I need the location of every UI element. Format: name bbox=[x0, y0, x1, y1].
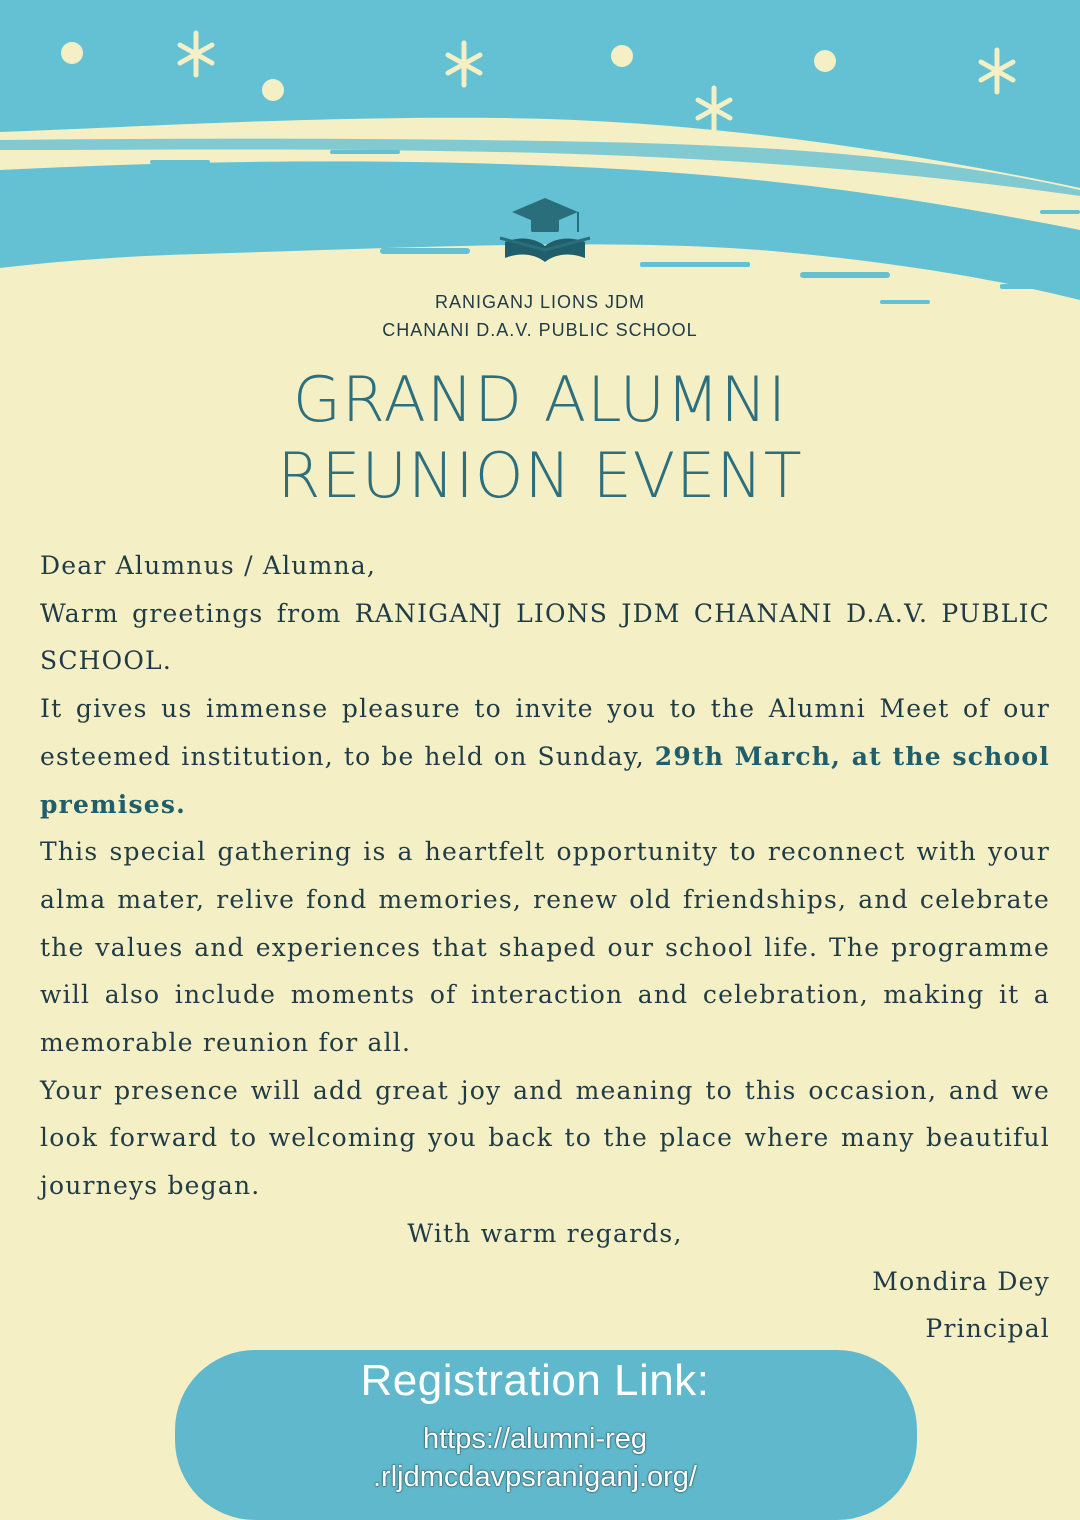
closing: With warm regards, bbox=[407, 1218, 683, 1248]
registration-link[interactable] bbox=[175, 1420, 895, 1496]
invite-text: It gives us immense pleasure to invite you to the Alumni Meet of our esteemed institution, to be held on Sunday, bbox=[40, 694, 1050, 771]
salutation: Dear Alumnus / Alumna, bbox=[40, 551, 377, 580]
star-dot bbox=[611, 45, 633, 67]
gathering-paragraph: This special gathering is a heartfelt opportunity to reconnect with your alma mater, relive fond memories, renew old friendships, and celebrate the values and experiences that shaped our school life. The programme will also include moments of interaction and celebration, making it a memorable reunion for all. bbox=[40, 837, 1050, 1058]
star-dot bbox=[814, 50, 836, 72]
title-line2: REUNION EVENT bbox=[277, 439, 803, 512]
registration-label: Registration Link: bbox=[360, 1356, 710, 1405]
school-name-line2: CHANANI D.A.V. PUBLIC SCHOOL bbox=[382, 320, 698, 340]
presence-paragraph: Your presence will add great joy and meaning to this occasion, and we look forward to welcoming you back to the place where many beautiful journeys began. bbox=[40, 1075, 1050, 1201]
signatory-name: Mondira Dey bbox=[872, 1266, 1050, 1296]
invitation-letter bbox=[40, 542, 1050, 1353]
signatory-designation: Principal bbox=[925, 1314, 1050, 1344]
star-dot bbox=[262, 79, 284, 101]
star-dot bbox=[61, 42, 83, 64]
event-date-venue: 29th March, at the school premises. bbox=[40, 741, 1050, 819]
title-line1: GRAND ALUMNI bbox=[292, 363, 788, 436]
registration-url-line2[interactable]: .rljdmcdavpsraniganj.org/ bbox=[373, 1461, 697, 1493]
registration-url-line1[interactable]: https://alumni-reg bbox=[422, 1423, 648, 1455]
greeting: Warm greetings from RANIGANJ LIONS JDM CHANANI D.A.V. PUBLIC SCHOOL. bbox=[40, 598, 1050, 676]
header-banner bbox=[0, 0, 1080, 320]
school-name bbox=[0, 288, 1080, 344]
page-title bbox=[0, 362, 1080, 514]
invite-paragraph bbox=[40, 685, 1050, 828]
school-name-line1: RANIGANJ LIONS JDM bbox=[434, 292, 646, 312]
